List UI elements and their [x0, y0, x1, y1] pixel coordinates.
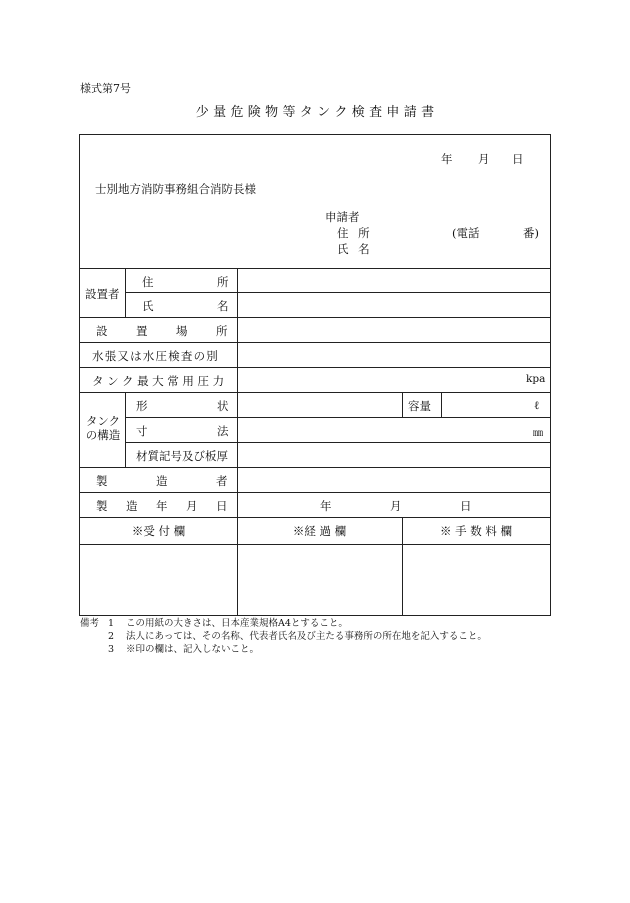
mfg-date-char: 月	[186, 499, 198, 513]
note-number: 3	[108, 644, 115, 655]
row-divider	[125, 417, 550, 418]
note-item	[80, 617, 487, 630]
row-divider	[125, 292, 550, 293]
mfg-date-char: 製	[96, 499, 108, 513]
note-number: 1	[108, 618, 115, 629]
install-location-char: 置	[136, 324, 148, 338]
progress-column-header: ※経 過 欄	[292, 524, 347, 538]
note-item	[80, 643, 487, 656]
application-sheet	[79, 134, 551, 616]
capacity-label: 容量	[408, 399, 431, 413]
row-divider	[80, 492, 550, 493]
installer-name-label-2: 名	[217, 299, 229, 313]
row-divider	[80, 517, 550, 518]
row-divider	[80, 392, 550, 393]
installer-address-label-1: 住	[142, 275, 154, 289]
applicant-address-label: 住 所	[337, 226, 370, 240]
note-number: 2	[108, 631, 115, 642]
capacity-unit: ℓ	[534, 398, 540, 412]
dimension-unit: ㎜	[533, 428, 543, 439]
date-day-label: 日	[512, 152, 524, 166]
mfg-date-char: 日	[216, 499, 228, 513]
row-divider	[80, 467, 550, 468]
installer-name-label-1: 氏	[142, 299, 154, 313]
row-divider	[125, 442, 550, 443]
col-divider	[441, 392, 442, 417]
phone-label: (電話	[452, 226, 480, 240]
row-divider	[80, 342, 550, 343]
row-divider	[80, 544, 550, 545]
mfg-month-label: 月	[390, 499, 402, 513]
col-divider	[402, 392, 403, 417]
reception-column-header: ※受 付 欄	[131, 524, 186, 538]
addressee: 士別地方消防事務組合消防長様	[95, 182, 256, 196]
shape-label-1: 形	[136, 399, 148, 413]
mfg-year-label: 年	[320, 499, 332, 513]
mfg-date-char: 造	[126, 499, 138, 513]
fee-column-header: ※ 手 数 料 欄	[439, 524, 513, 538]
manufacturer-char: 製	[96, 474, 108, 488]
pressure-unit: kpa	[526, 373, 546, 385]
date-month-label: 月	[478, 152, 490, 166]
row-divider	[80, 317, 550, 318]
form-number: 様式第7号	[80, 82, 131, 95]
form-title: 少 量 危 険 物 等 タ ン ク 検 査 申 請 書	[195, 105, 435, 120]
applicant-name-label: 氏 名	[337, 242, 370, 256]
tank-structure-label: タンク の構造	[85, 414, 121, 442]
manufacturer-char: 者	[216, 474, 228, 488]
install-location-char: 設	[96, 324, 108, 338]
shape-label-2: 状	[217, 399, 229, 413]
note-item	[80, 630, 487, 643]
install-location-char: 所	[216, 324, 228, 338]
dimension-label-2: 法	[217, 424, 229, 438]
note-text: 法人にあっては、その名称、代表者氏名及び主たる事務所の所在地を記入すること。	[126, 631, 487, 642]
test-type-label: 水張又は水圧検査の別	[92, 349, 219, 363]
date-year-label: 年	[441, 152, 453, 166]
phone-suffix: 番)	[523, 226, 539, 240]
notes-label: 備考	[80, 618, 100, 629]
note-text: この用紙の大きさは、日本産業規格A4とすること。	[126, 618, 348, 629]
mfg-date-char: 年	[156, 499, 168, 513]
col-divider	[125, 392, 126, 467]
mfg-day-label: 日	[460, 499, 472, 513]
manufacturer-char: 造	[156, 474, 168, 488]
note-text: ※印の欄は、記入しないこと。	[126, 644, 260, 655]
col-divider	[237, 268, 238, 517]
dimension-label-1: 寸	[136, 424, 148, 438]
install-location-char: 場	[176, 324, 188, 338]
max-pressure-label: タンク最大常用圧力	[92, 374, 228, 388]
material-label: 材質記号及び板厚	[136, 449, 228, 463]
row-divider	[80, 268, 550, 269]
row-divider	[80, 367, 550, 368]
installer-label: 設置者	[85, 287, 120, 301]
notes	[80, 617, 487, 656]
applicant-label: 申請者	[325, 210, 360, 224]
installer-address-label-2: 所	[217, 275, 229, 289]
col-divider	[125, 268, 126, 318]
